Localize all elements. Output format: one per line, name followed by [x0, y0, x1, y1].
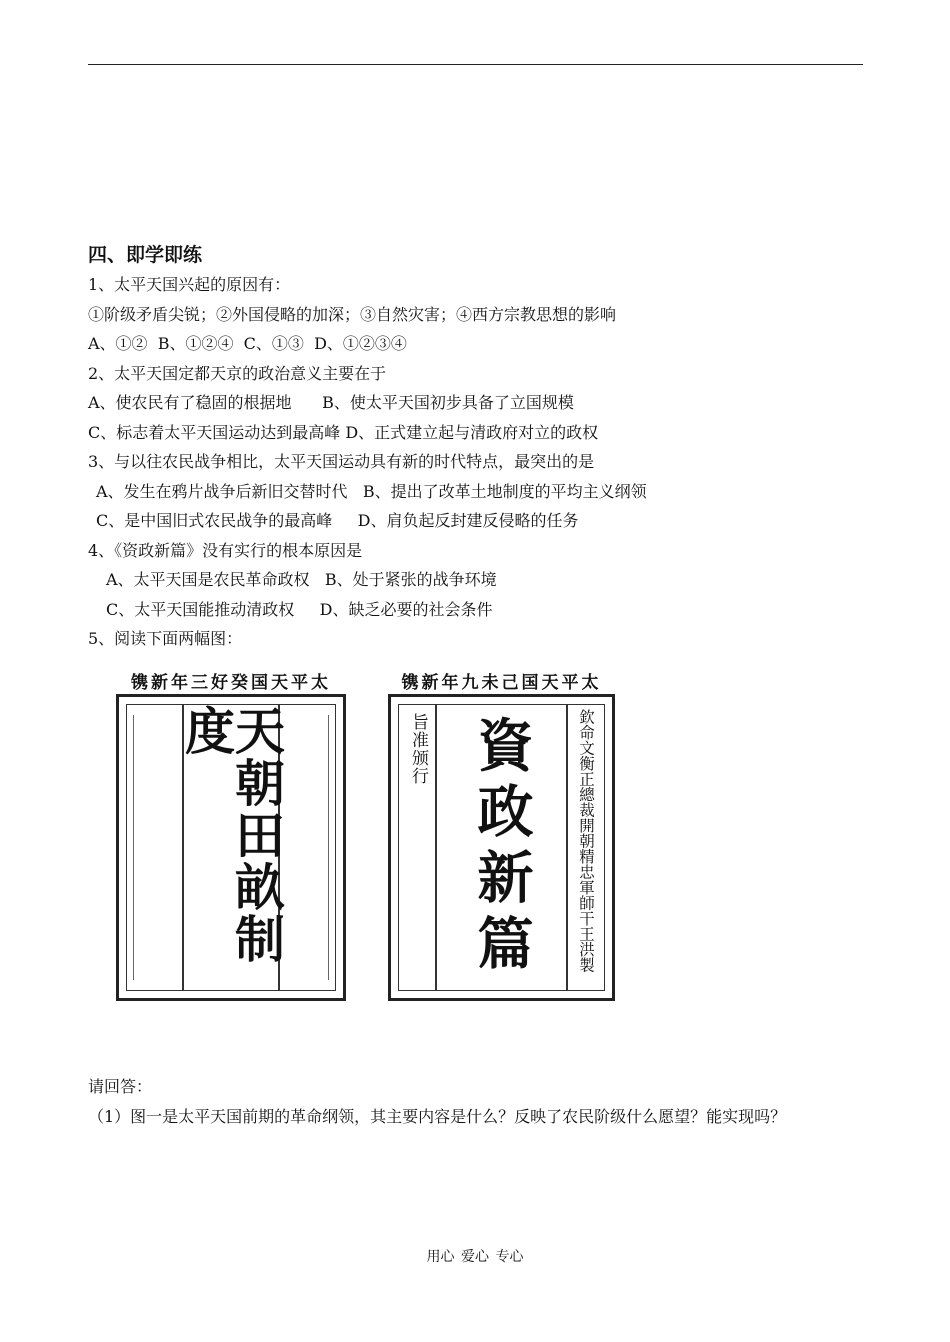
figure-1-rule-right: [328, 715, 329, 980]
question-1-stem: 1、太平天国兴起的原因有：: [88, 275, 291, 294]
question-3-stem: 3、与以往农民战争相比，太平天国运动具有新的时代特点，最突出的是: [88, 452, 595, 471]
question-4-options-ab: A、太平天国是农民革命政权 B、处于紧张的战争环境: [106, 570, 497, 589]
figure-2-right-text: 欽命文衡正總裁開朝精忠軍師干王洪製: [577, 709, 595, 973]
question-5-stem: 5、阅读下面两幅图：: [88, 629, 243, 648]
question-prompt-block: [88, 1072, 863, 1131]
question-3-options-cd: C、是中国旧式农民战争的最高峰 D、肩负起反封建反侵略的任务: [96, 511, 579, 530]
figure-2-outer-frame: [388, 694, 615, 1001]
figure-zizheng-xinpian: [384, 662, 619, 1007]
exercise-section: [88, 240, 863, 654]
question-4-options-cd: C、太平天国能推动清政权 D、缺乏必要的社会条件: [106, 599, 493, 619]
figure-2-left-text: 旨准颁行: [408, 713, 428, 785]
question-4-stem: 4、《资政新篇》没有实行的根本原因是: [88, 540, 363, 560]
question-1-items: ①阶级矛盾尖锐；②外国侵略的加深；③自然灾害；④西方宗教思想的影响: [88, 304, 617, 324]
question-3-options-ab: A、发生在鸦片战争后新旧交替时代 B、提出了改革土地制度的平均主义纲领: [96, 481, 647, 501]
figure-2-header: 太平天国己未九年新镌: [401, 673, 602, 693]
question-1-options: A、①② B、①②④ C、①③ D、①②③④: [88, 334, 407, 353]
question-2-stem: 2、太平天国定都天京的政治意义主要在于: [88, 363, 387, 383]
figure-2-inner-frame: [398, 704, 605, 991]
answer-prompt: 请回答：: [88, 1077, 153, 1096]
figure-1-header: 太平天国癸好三年新镌: [131, 673, 331, 693]
figure-tianchao-tianmu: [112, 662, 350, 1007]
question-2-options-cd: C、标志着太平天国运动达到最高峰 D、正式建立起与清政府对立的政权: [88, 422, 599, 442]
figure-1-rule-left: [133, 715, 134, 980]
subquestion-1: （1）图一是太平天国前期的革命纲领，其主要内容是什么？反映了农民阶级什么愿望？能实现吗？: [88, 1106, 787, 1126]
page-footer: 用心 爱心 专心: [426, 1249, 524, 1265]
section-title: 四、即学即练: [88, 244, 203, 266]
header-rule: [88, 64, 863, 65]
figure-2-column-right: [566, 705, 568, 990]
figure-1-outer-frame: [116, 694, 346, 1001]
figures-row: [112, 662, 632, 1022]
question-2-options-ab: A、使农民有了稳固的根据地 B、使太平天国初步具备了立国规模: [88, 393, 574, 412]
figure-1-inner-frame: [126, 704, 336, 991]
figure-2-title: 資政新篇: [468, 715, 535, 980]
figure-1-title: 天朝田畝制度: [177, 705, 285, 965]
